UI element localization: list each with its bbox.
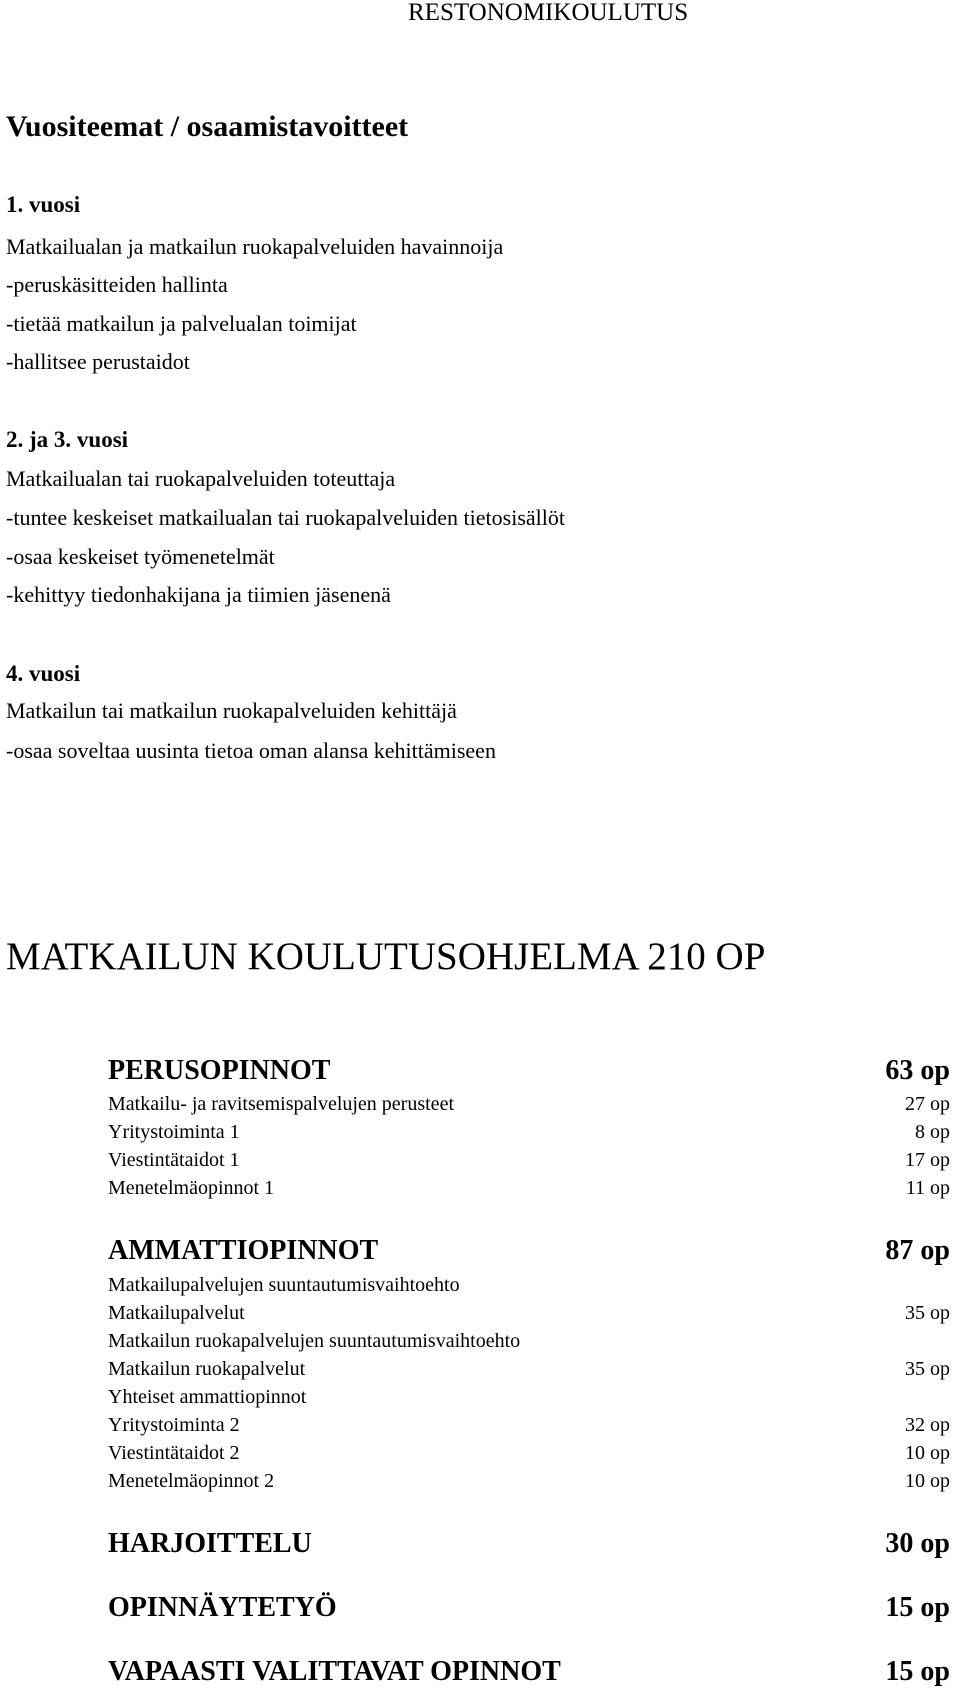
row-label: Matkailupalvelujen suuntautumisvaihtoehto <box>108 1274 460 1296</box>
page-title: Vuositeemat / osaamistavoitteet <box>6 110 409 143</box>
program-title: MATKAILUN KOULUTUSOHJELMA 210 OP <box>6 935 766 978</box>
year-line: -osaa soveltaa uusinta tietoa oman alansa kehittämiseen <box>6 738 496 763</box>
course-row <box>108 1359 950 1387</box>
course-row <box>108 1178 950 1206</box>
row-credits: 27 op <box>905 1093 950 1115</box>
row-label: Menetelmäopinnot 2 <box>108 1470 275 1492</box>
row-label: Yritystoiminta 2 <box>108 1414 240 1436</box>
section-row <box>108 1530 950 1558</box>
row-label: Matkailun ruokapalvelujen suuntautumisvaihtoehto <box>108 1330 521 1352</box>
row-credits: 17 op <box>905 1149 950 1171</box>
course-row <box>108 1415 950 1443</box>
course-row <box>108 1387 950 1415</box>
year-line: -kehittyy tiedonhakijana ja tiimien jäsenenä <box>6 582 391 607</box>
row-credits: 15 op <box>885 1656 950 1687</box>
row-label: Viestintätaidot 1 <box>108 1149 240 1171</box>
row-label: HARJOITTELU <box>108 1528 312 1559</box>
course-row <box>108 1122 950 1150</box>
row-label: Yritystoiminta 1 <box>108 1121 240 1143</box>
row-credits: 11 op <box>905 1177 950 1199</box>
row-label: Matkailu- ja ravitsemispalvelujen perusteet <box>108 1093 454 1115</box>
row-credits: 87 op <box>885 1235 950 1266</box>
course-row <box>108 1275 950 1303</box>
row-label: PERUSOPINNOT <box>108 1055 331 1086</box>
row-label: VAPAASTI VALITTAVAT OPINNOT <box>108 1656 561 1687</box>
row-credits: 32 op <box>905 1414 950 1436</box>
row-credits: 10 op <box>905 1442 950 1464</box>
row-credits: 15 op <box>885 1592 950 1623</box>
row-label: Menetelmäopinnot 1 <box>108 1177 275 1199</box>
row-credits: 10 op <box>905 1470 950 1492</box>
row-credits: 35 op <box>905 1358 950 1380</box>
year-heading: 1. vuosi <box>6 192 81 217</box>
row-label: OPINNÄYTETYÖ <box>108 1592 337 1623</box>
year-line: Matkailualan tai ruokapalveluiden toteuttaja <box>6 466 396 491</box>
year-line: -peruskäsitteiden hallinta <box>6 272 228 297</box>
row-label: Matkailun ruokapalvelut <box>108 1358 306 1380</box>
section-row <box>108 1658 950 1686</box>
course-row <box>108 1331 950 1359</box>
course-row <box>108 1303 950 1331</box>
year-line: -hallitsee perustaidot <box>6 349 190 374</box>
course-row <box>108 1094 950 1122</box>
document-header: RESTONOMIKOULUTUS <box>408 0 689 26</box>
course-row <box>108 1443 950 1471</box>
course-row <box>108 1471 950 1499</box>
year-line: -osaa keskeiset työmenetelmät <box>6 544 275 569</box>
year-line: -tuntee keskeiset matkailualan tai ruokapalveluiden tietosisällöt <box>6 505 565 530</box>
row-label: AMMATTIOPINNOT <box>108 1235 379 1266</box>
year-line: Matkailun tai matkailun ruokapalveluiden kehittäjä <box>6 698 457 723</box>
row-label: Viestintätaidot 2 <box>108 1442 240 1464</box>
row-credits: 63 op <box>885 1055 950 1086</box>
section-row <box>108 1057 950 1085</box>
year-heading: 4. vuosi <box>6 661 81 686</box>
row-credits: 30 op <box>885 1528 950 1559</box>
year-line: Matkailualan ja matkailun ruokapalveluiden havainnoija <box>6 234 504 259</box>
row-label: Matkailupalvelut <box>108 1302 245 1324</box>
row-credits: 8 op <box>915 1121 950 1143</box>
course-row <box>108 1150 950 1178</box>
year-heading: 2. ja 3. vuosi <box>6 427 129 452</box>
section-row <box>108 1237 950 1265</box>
row-credits: 35 op <box>905 1302 950 1324</box>
year-line: -tietää matkailun ja palvelualan toimijat <box>6 311 357 336</box>
section-row <box>108 1594 950 1622</box>
row-label: Yhteiset ammattiopinnot <box>108 1386 307 1408</box>
